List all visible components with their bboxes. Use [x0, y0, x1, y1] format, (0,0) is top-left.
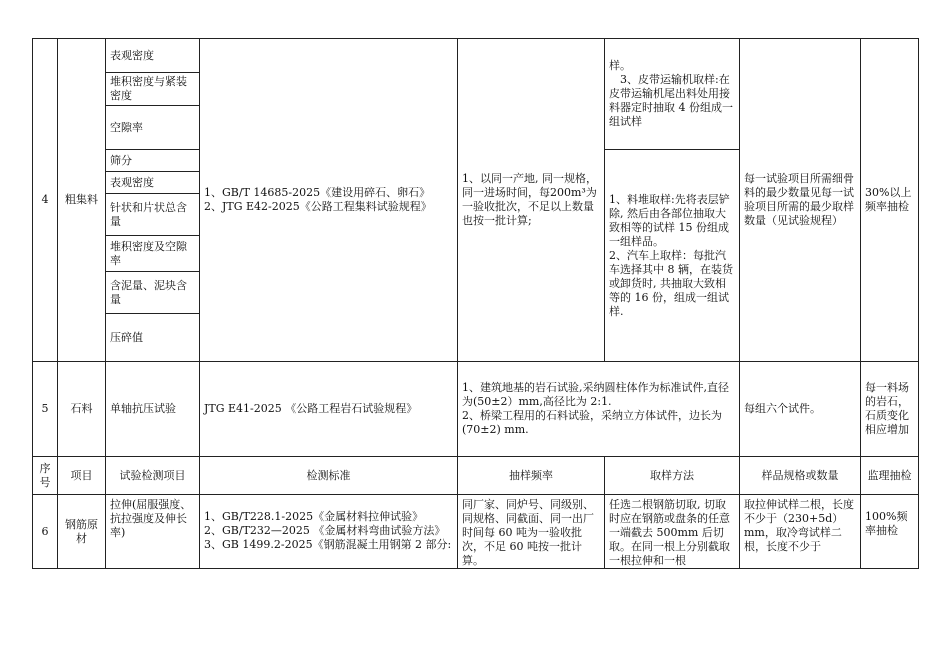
- row4-supervision: 30%以上频率抽检: [861, 39, 919, 362]
- row4-frequency: 1、以同一产地, 同一规格，同一进场时间，每200m³为一验收批次，不足以上数量也按一批计算;: [458, 39, 605, 362]
- header-method: 取样方法: [605, 457, 740, 495]
- row5-supervision: 每一料场的岩石，石质变化相应增加: [861, 362, 919, 457]
- header-supervision: 监理抽检: [861, 457, 919, 495]
- row6-test: 拉伸(屈服强度、抗拉强度及伸长率): [106, 495, 200, 569]
- row4-test-b0: 筛分: [106, 150, 200, 172]
- row5-item: 石料: [58, 362, 106, 457]
- row4-test-b4: 含泥量、泥块含量: [106, 272, 200, 314]
- row4-standard: 1、GB/T 14685-2025《建设用碎石、卵石》 2、JTG E42-2025《公路工程集料试验规程》: [200, 39, 458, 362]
- row5-spec: 每组六个试件。: [740, 362, 861, 457]
- row4-test-a2: 空隙率: [106, 106, 200, 150]
- row4-test-b2: 针状和片状总含量: [106, 194, 200, 236]
- row6-frequency: 同厂家、同炉号、同级别、同规格、同截面、同一出厂时间每 60 吨为一验收批次，不足 60 吨按一批计算。: [458, 495, 605, 569]
- header-frequency: 抽样频率: [458, 457, 605, 495]
- row4-spec: 每一试验项目所需细骨料的最少数量见每一试验项目所需的最少取样数量（见试验规程）: [740, 39, 861, 362]
- row4-test-b1: 表观密度: [106, 172, 200, 194]
- row6-spec: 取拉伸试样二根，长度不少于（230+5d）mm，取冷弯试样二根，长度不少于: [740, 495, 861, 569]
- row4-test-b3: 堆积密度及空隙率: [106, 236, 200, 272]
- row4-test-a0: 表观密度: [106, 39, 200, 73]
- row5-test: 单轴抗压试验: [106, 362, 200, 457]
- row6-seq: 6: [33, 495, 58, 569]
- header-standard: 检测标准: [200, 457, 458, 495]
- header-test: 试验检测项目: [106, 457, 200, 495]
- row6-method: 任选二根钢筋切取, 切取时应在钢筋或盘条的任意一端截去 500mm 后切取。在同一根上分别截取一根拉伸和一根: [605, 495, 740, 569]
- row6-item: 钢筋原材: [58, 495, 106, 569]
- inspection-table: [32, 38, 919, 569]
- row4-method-b: 1、料堆取样:先将表层铲除, 然后由各部位抽取大致相等的试样 15 份组成一组样品。 2、汽车上取样：每批汽车选择其中 8 辆，在装货或卸货时, 共抽取大致相等的 16 份，组成一组试样.: [605, 150, 740, 362]
- header-seq: 序号: [33, 457, 58, 495]
- row5-sampling: 1、建筑地基的岩石试验,采纳圆柱体作为标准试件,直径为(50±2）mm,高径比为 2:1. 2、桥梁工程用的石料试验，采纳立方体试件，边长为(70±2) mm.: [458, 362, 740, 457]
- row6-standard: 1、GB/T228.1-2025《金属材料拉伸试验》 2、GB/T232—2025 《金属材料弯曲试验方法》 3、GB 1499.2-2025《钢筋混凝土用钢第 2 部分:: [200, 495, 458, 569]
- row6-supervision: 100%频率抽检: [861, 495, 919, 569]
- row4-test-a1: 堆积密度与紧装密度: [106, 73, 200, 106]
- row5-standard: JTG E41-2025 《公路工程岩石试验规程》: [200, 362, 458, 457]
- row4-test-b5: 压碎值: [106, 314, 200, 362]
- header-item: 项目: [58, 457, 106, 495]
- row4-item: 粗集料: [58, 39, 106, 362]
- header-spec: 样品规格或数量: [740, 457, 861, 495]
- row4-seq: 4: [33, 39, 58, 362]
- row5-seq: 5: [33, 362, 58, 457]
- row4-method-a: 样。 3、皮带运输机取样:在皮带运输机尾出料处用接料器定时抽取 4 份组成一组试样: [605, 39, 740, 150]
